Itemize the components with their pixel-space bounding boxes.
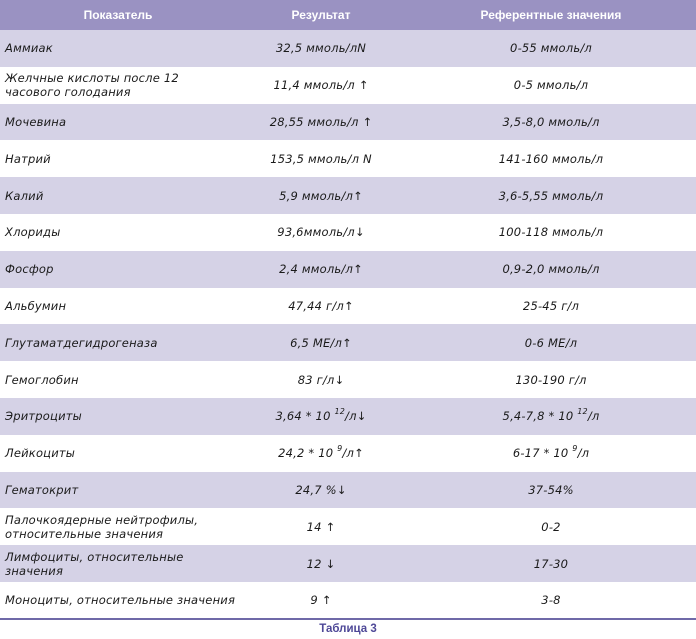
- row-indicator: Глутаматдегидрогеназа: [5, 335, 158, 350]
- row-result: 32,5 ммоль/лN: [275, 41, 367, 56]
- header-result: Результат: [291, 8, 351, 22]
- table-row: [0, 472, 696, 509]
- table-row: [0, 67, 696, 104]
- row-result: 153,5 ммоль/л N: [270, 151, 372, 166]
- row-reference: 0,9-2,0 ммоль/л: [502, 262, 600, 277]
- row-indicator: Лимфоциты, относительные значения: [5, 549, 184, 578]
- table-row: [0, 582, 696, 619]
- result-mantissa: 24,2 * 10: [278, 446, 338, 461]
- row-reference: 3,6-5,55 ммоль/л: [498, 188, 604, 203]
- reference-exponent: 9: [572, 444, 578, 454]
- result-mantissa: 3,64 * 10: [275, 409, 335, 424]
- table-row: [0, 214, 696, 251]
- table-header: [0, 0, 696, 30]
- table-row: [0, 104, 696, 141]
- row-result: 47,44 г/л↑: [288, 298, 354, 313]
- row-reference: 3,5-8,0 ммоль/л: [502, 114, 600, 129]
- row-result: 5,9 ммоль/л↑: [279, 188, 363, 203]
- row-indicator: Палочкоядерные нейтрофилы, относительные значения: [5, 512, 199, 541]
- reference-mantissa: 6-17 * 10: [512, 446, 573, 461]
- row-reference: 17-30: [533, 556, 569, 571]
- row-indicator: Альбумин: [5, 298, 67, 313]
- row-indicator: Аммиак: [5, 41, 53, 56]
- row-result: [236, 446, 406, 460]
- table-row: [0, 140, 696, 177]
- row-result: 83 г/л↓: [297, 372, 345, 387]
- header-indicator: Показатель: [83, 8, 153, 22]
- row-result: 14 ↑: [306, 519, 336, 534]
- row-reference: 37-54%: [528, 482, 574, 497]
- row-result: 28,55 ммоль/л ↑: [269, 114, 373, 129]
- table-row: [0, 251, 696, 288]
- row-reference: 3-8: [541, 593, 561, 608]
- result-unit: /л↓: [345, 409, 367, 424]
- row-reference: 0-2: [541, 519, 561, 534]
- row-result: 12 ↓: [306, 556, 336, 571]
- row-reference: [406, 409, 696, 423]
- table-bottom-rule: [0, 618, 696, 620]
- table-row: [0, 177, 696, 214]
- result-exponent: 9: [337, 444, 343, 454]
- row-indicator: Лейкоциты: [5, 446, 76, 461]
- row-reference: 0-5 ммоль/л: [513, 78, 589, 93]
- table-caption: Таблица 3: [319, 623, 377, 635]
- header-reference: Референтные значения: [480, 8, 622, 22]
- table-row: [0, 508, 696, 545]
- row-result: 11,4 ммоль/л ↑: [273, 78, 369, 93]
- row-result: [236, 409, 406, 423]
- row-reference: [406, 446, 696, 460]
- row-reference: 0-55 ммоль/л: [510, 41, 592, 56]
- row-reference: 0-6 МЕ/л: [524, 335, 578, 350]
- result-unit: /л↑: [342, 446, 364, 461]
- row-result: 24,7 %↓: [295, 482, 347, 497]
- reference-exponent: 12: [577, 407, 588, 417]
- row-result: 9 ↑: [310, 593, 332, 608]
- table-row: [0, 288, 696, 325]
- table-row: [0, 324, 696, 361]
- reference-mantissa: 5,4-7,8 * 10: [502, 409, 578, 424]
- row-indicator: Гемоглобин: [5, 372, 79, 387]
- row-indicator: Моноциты, относительные значения: [5, 593, 236, 608]
- row-reference: 100-118 ммоль/л: [498, 225, 604, 240]
- table-row: [0, 361, 696, 398]
- row-indicator: Натрий: [5, 151, 51, 166]
- row-result: 93,6ммоль/л↓: [277, 225, 365, 240]
- row-indicator: Эритроциты: [5, 409, 82, 424]
- row-indicator: Фосфор: [5, 262, 54, 277]
- row-indicator: Мочевина: [5, 114, 67, 129]
- reference-unit: /л: [587, 409, 600, 424]
- row-result: 2,4 ммоль/л↑: [279, 262, 363, 277]
- row-indicator: Хлориды: [5, 225, 61, 240]
- reference-unit: /л: [577, 446, 590, 461]
- row-indicator: Гематокрит: [5, 482, 79, 497]
- row-reference: 130-190 г/л: [515, 372, 587, 387]
- table-row: [0, 398, 696, 435]
- row-reference: 25-45 г/л: [522, 298, 580, 313]
- result-exponent: 12: [334, 407, 346, 417]
- table-row: [0, 30, 696, 67]
- row-reference: 141-160 ммоль/л: [498, 151, 604, 166]
- table-row: [0, 545, 696, 582]
- row-indicator: Калий: [5, 188, 44, 203]
- row-indicator: Желчные кислоты после 12 часового голодания: [5, 71, 179, 100]
- row-result: 6,5 МЕ/л↑: [290, 335, 352, 350]
- table-row: [0, 435, 696, 472]
